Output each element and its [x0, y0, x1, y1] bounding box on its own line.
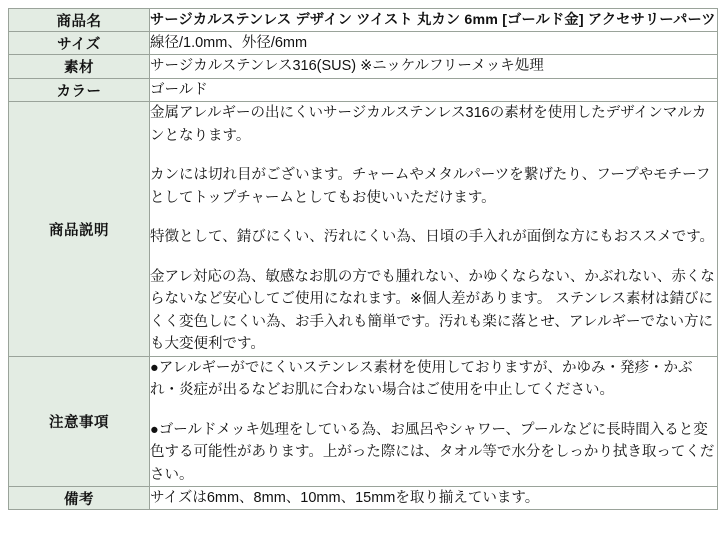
row-value-size: 線径/1.0mm、外径/6mm: [150, 32, 718, 55]
table-row-material: [9, 55, 718, 78]
description-paragraph: 金アレ対応の為、敏感なお肌の方でも腫れない、かゆくならない、かぶれない、赤くならないなど安心してご使用になれます。※個人差があります。 ステンレス素材は錆びにくく変色しにくい為、お手入れも簡単です。汚れも楽に落とせ、アレルギーでない方にも大変便利です。: [150, 268, 715, 353]
row-label-product-name: 商品名: [9, 9, 150, 32]
table-row-size: [9, 32, 718, 55]
row-label-material: 素材: [9, 55, 150, 78]
description-paragraph: 金属アレルギーの出にくいサージカルステンレス316の素材を使用したデザインマルカンとなります。: [150, 105, 707, 144]
row-label-color: カラー: [9, 78, 150, 101]
table-row-description: [9, 102, 718, 356]
row-value-color: ゴールド: [150, 78, 718, 101]
row-label-notes: 注意事項: [9, 356, 150, 486]
row-value-remarks: サイズは6mm、8mm、10mm、15mmを取り揃えています。: [150, 486, 718, 509]
description-paragraph: カンには切れ目がございます。チャームやメタルパーツを繋げたり、フープやモチーフとしてトップチャームとしてもお使いいただけます。: [150, 167, 711, 206]
row-value-material: サージカルステンレス316(SUS) ※ニッケルフリーメッキ処理: [150, 55, 718, 78]
row-label-remarks: 備考: [9, 486, 150, 509]
description-paragraph: 特徴として、錆びにくい、汚れにくい為、日頃の手入れが面倒な方にもおススメです。: [150, 229, 715, 246]
notes-paragraph: ●ゴールドメッキ処理をしている為、お風呂やシャワー、プールなどに長時間入ると変色する可能性があります。上がった際には、タオル等で水分をしっかり拭き取ってください。: [150, 421, 715, 483]
table-row-notes: [9, 356, 718, 486]
row-value-product-name: サージカルステンレス デザイン ツイスト 丸カン 6mm [ゴールド金] アクセサリーパーツ: [150, 9, 718, 32]
product-spec-table: [8, 8, 718, 510]
table-row-color: [9, 78, 718, 101]
notes-paragraph: ●アレルギーがでにくいステンレス素材を使用しておりますが、かゆみ・発疹・かぶれ・炎症が出るなどお肌に合わない場合はご使用を中止してください。: [150, 359, 693, 399]
spec-table-body: [9, 9, 718, 510]
row-value-description: [150, 102, 718, 356]
table-row-product-name: [9, 9, 718, 32]
row-value-notes: [150, 356, 718, 486]
row-label-size: サイズ: [9, 32, 150, 55]
table-row-remarks: [9, 486, 718, 509]
row-label-description: 商品説明: [9, 102, 150, 356]
